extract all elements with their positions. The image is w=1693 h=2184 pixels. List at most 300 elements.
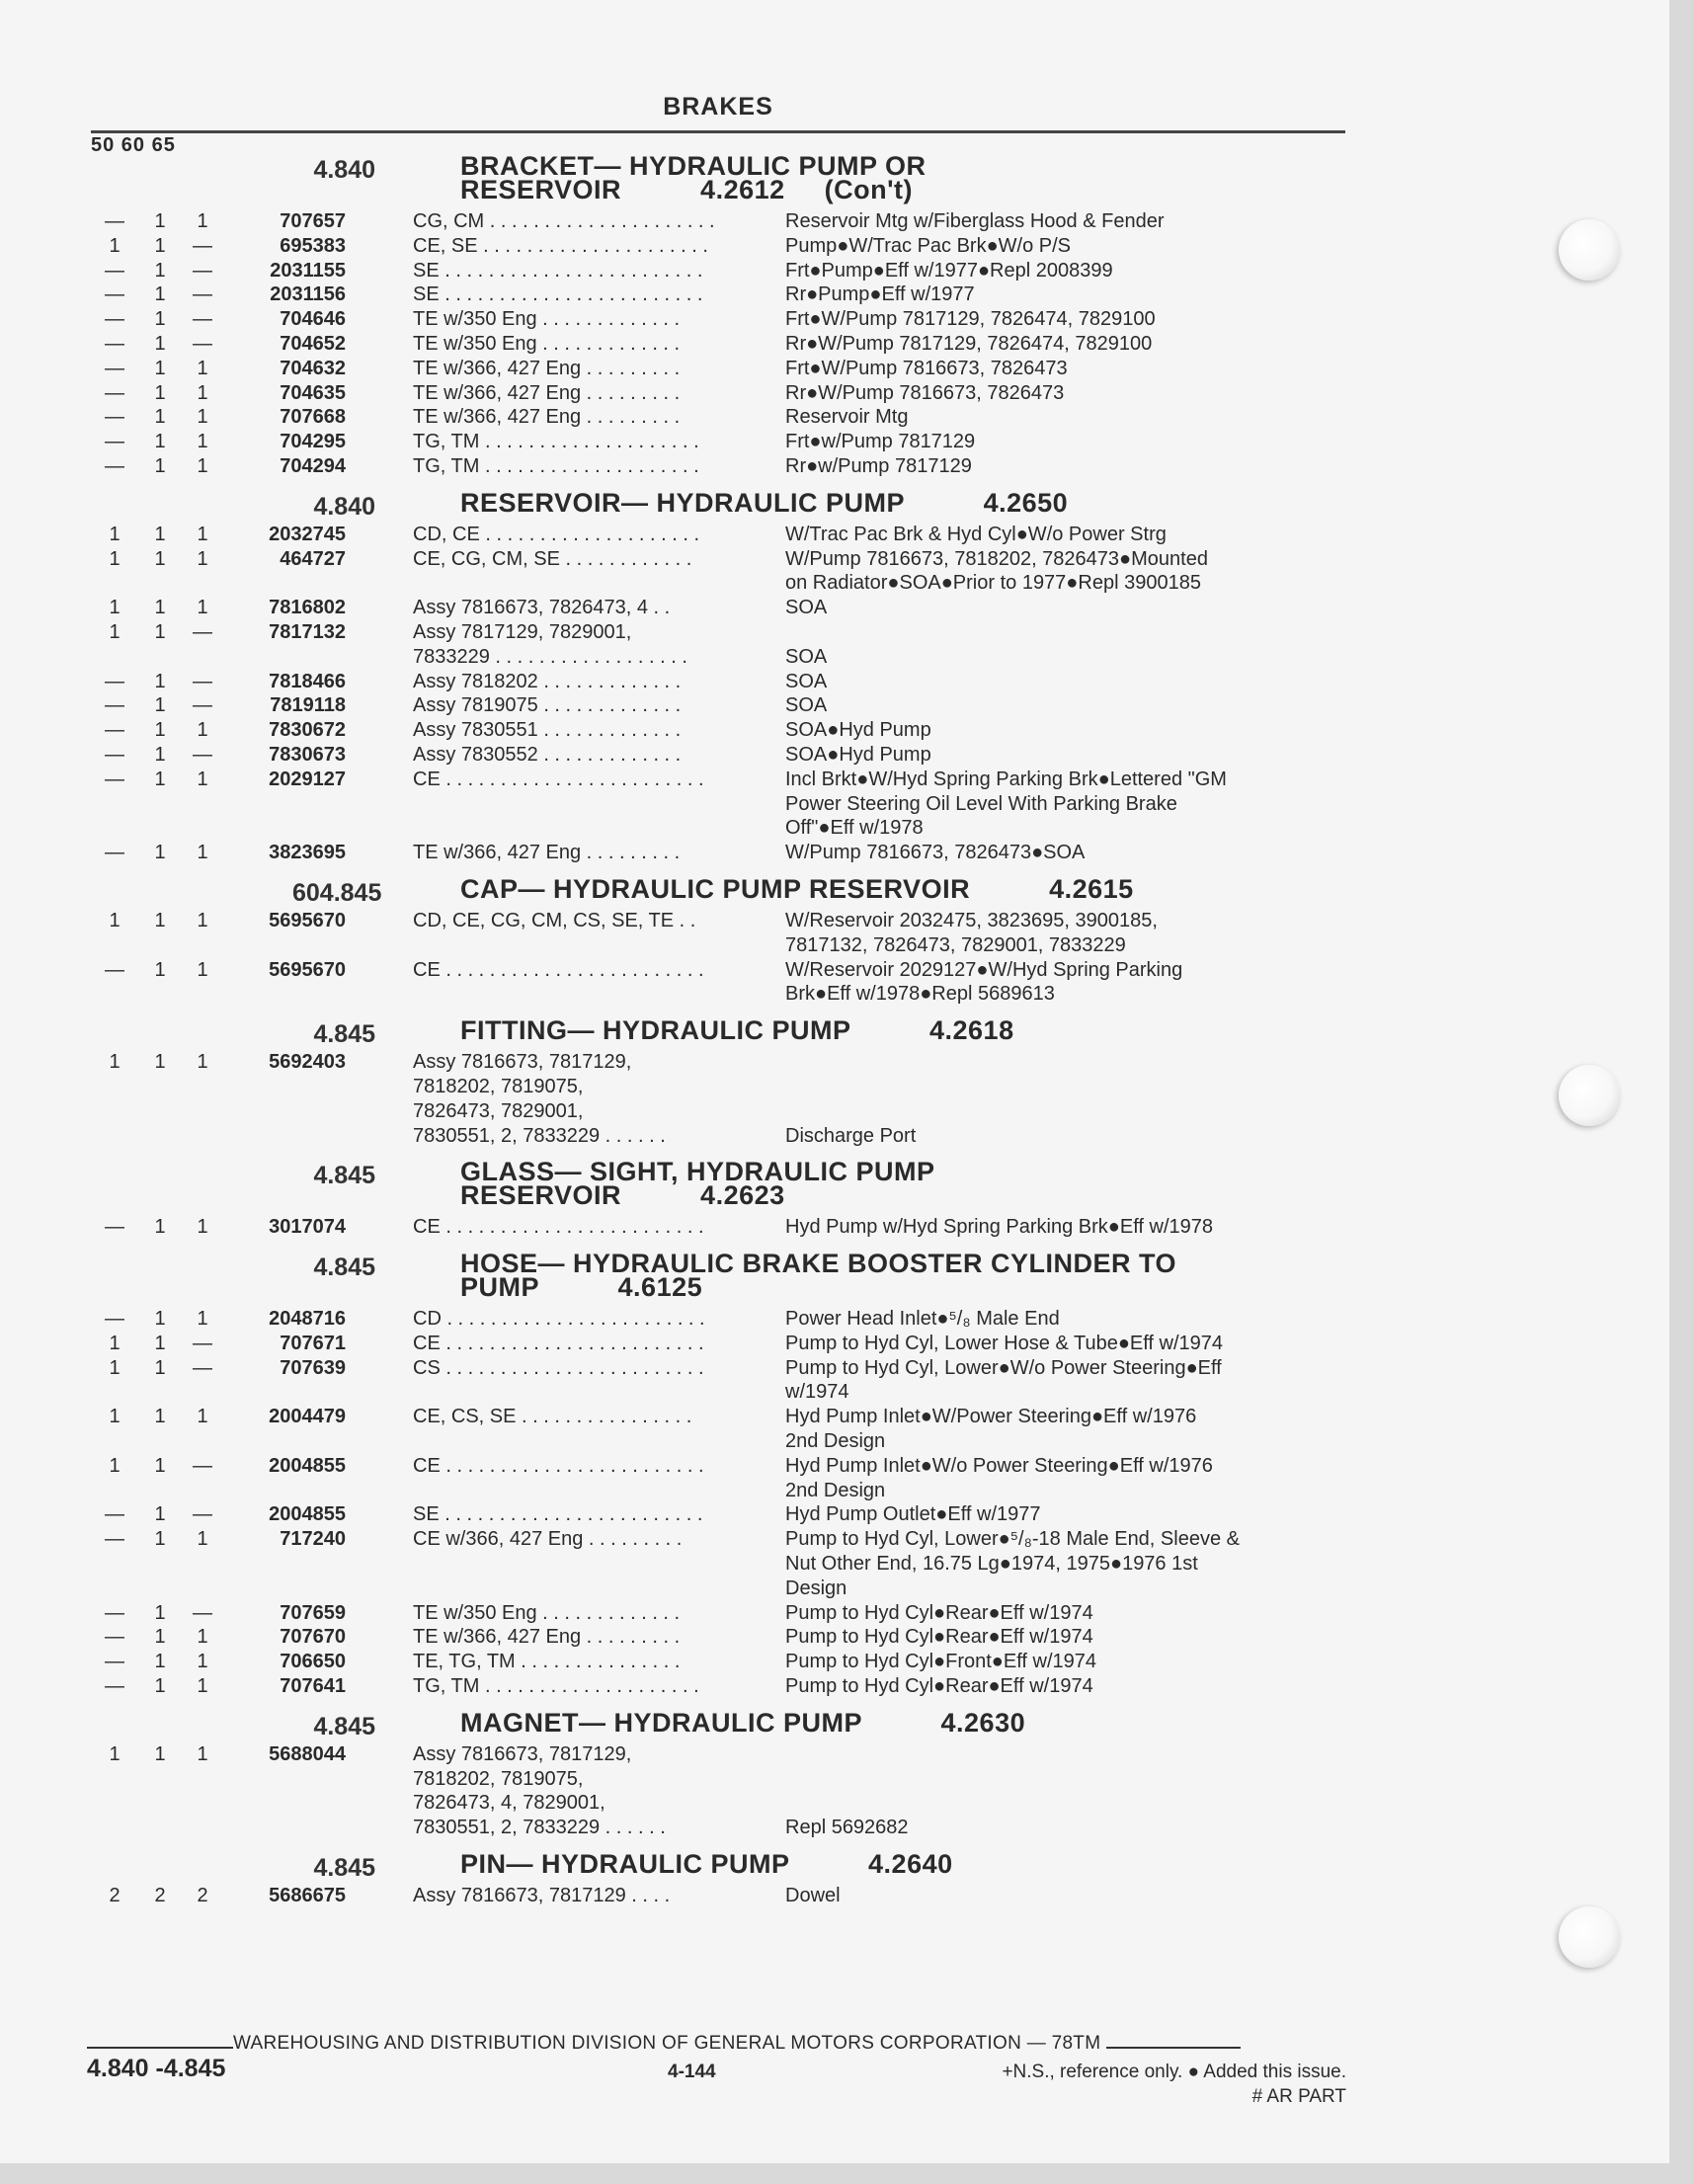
footer-rule-left: [87, 2037, 233, 2049]
part-row: [0, 841, 1383, 865]
part-row: [0, 596, 1383, 620]
part-description: SOA: [785, 645, 828, 668]
catalog-section: [0, 873, 1383, 1007]
part-number: 464727: [280, 547, 346, 570]
part-number: 7830672: [269, 719, 346, 742]
model-usage: CS . . . . . . . . . . . . . . . . . . . . . . . .: [413, 1356, 704, 1379]
part-number: 2048716: [269, 1308, 346, 1331]
part-row: [0, 357, 1383, 381]
part-description: Rr●W/Pump 7817129, 7826474, 7829100: [785, 332, 1153, 355]
part-description: Pump to Hyd Cyl, Lower●⁵/₈-18 Male End, Sleeve & Nut Other End, 16.75 Lg●1974, 1975●1976 1st Design: [785, 1528, 1240, 1599]
part-row: [0, 1601, 1383, 1626]
model-usage: TE w/350 Eng . . . . . . . . . . . . .: [413, 332, 681, 355]
qty-1965: 1: [197, 547, 208, 570]
qty-1960: 1: [154, 743, 166, 766]
qty-1965: —: [193, 332, 212, 355]
part-number: 704635: [280, 381, 346, 404]
section-title-line: FITTING— HYDRAULIC PUMP 4.2618: [460, 1015, 1014, 1046]
part-description: Pump to Hyd Cyl●Rear●Eff w/1974: [785, 1675, 1093, 1698]
qty-1960: 1: [154, 1503, 166, 1526]
model-usage: CE . . . . . . . . . . . . . . . . . . . . . . . .: [413, 1216, 704, 1239]
part-number: 7816802: [269, 597, 346, 619]
qty-1965: —: [193, 1332, 212, 1354]
part-number: 707671: [280, 1332, 346, 1354]
part-description: Hyd Pump Inlet●W/Power Steering●Eff w/1976 2nd Design: [785, 1406, 1197, 1453]
qty-1965: 1: [197, 381, 208, 404]
qty-1965: 1: [197, 406, 208, 429]
part-row: [0, 405, 1383, 430]
part-number: 5688044: [269, 1742, 346, 1765]
qty-1950: 1: [109, 547, 121, 570]
qty-1950: —: [105, 454, 124, 477]
qty-1960: 1: [154, 1742, 166, 1765]
part-row: [0, 1650, 1383, 1674]
model-usage: Assy 7818202 . . . . . . . . . . . . .: [413, 670, 682, 692]
part-row: [0, 743, 1383, 768]
part-number: 3823695: [269, 842, 346, 864]
qty-1960: 1: [154, 620, 166, 643]
qty-1950: —: [105, 719, 124, 742]
model-usage: TE w/366, 427 Eng . . . . . . . . .: [413, 1626, 681, 1649]
qty-1965: 1: [197, 523, 208, 545]
part-description: Rr●w/Pump 7817129: [785, 454, 972, 477]
part-description: W/Pump 7816673, 7818202, 7826473●Mounted on Radiator●SOA●Prior to 1977●Repl 3900185: [785, 547, 1208, 595]
model-usage: TG, TM . . . . . . . . . . . . . . . . . . . .: [413, 1675, 699, 1698]
part-number: 7819118: [270, 694, 346, 717]
section-heading: [0, 1015, 1383, 1050]
qty-1960: 1: [154, 259, 166, 282]
part-description: Frt●Pump●Eff w/1977●Repl 2008399: [785, 259, 1113, 282]
part-row: [0, 259, 1383, 283]
model-usage: Assy 7816673, 7817129, 7818202, 7819075, 7826473, 7829001, 7830551, 2, 7833229 . . . . . .: [413, 1051, 666, 1147]
qty-1960: 1: [154, 357, 166, 379]
part-row: [0, 332, 1383, 357]
section-group-number: 4.845: [313, 1162, 375, 1190]
part-description: Rr●Pump●Eff w/1977: [785, 283, 975, 306]
model-usage: SE . . . . . . . . . . . . . . . . . . . . . . . .: [413, 1503, 703, 1526]
part-number: 5692403: [269, 1051, 346, 1074]
qty-1960: 1: [154, 234, 166, 257]
qty-1950: 1: [109, 620, 121, 643]
qty-1965: —: [193, 1454, 212, 1477]
parts-listing: [0, 151, 1383, 1908]
part-number: 2004855: [269, 1503, 346, 1526]
section-heading: [0, 487, 1383, 523]
qty-1965: 1: [197, 1216, 208, 1239]
page-header: [91, 91, 1345, 133]
section-group-number: 604.845: [292, 878, 382, 907]
catalog-section: [0, 487, 1383, 865]
part-row: [0, 1884, 1383, 1908]
qty-1950: —: [105, 1675, 124, 1698]
qty-1950: 1: [109, 1051, 121, 1074]
part-number: 707668: [280, 406, 346, 429]
part-number: 5695670: [269, 909, 346, 931]
model-usage: Assy 7830552 . . . . . . . . . . . . .: [413, 743, 682, 766]
model-usage: CE, CG, CM, SE . . . . . . . . . . . .: [413, 547, 692, 570]
part-description: Frt●W/Pump 7817129, 7826474, 7829100: [785, 308, 1156, 331]
part-row: [0, 234, 1383, 259]
qty-1950: —: [105, 842, 124, 864]
footer-division: WAREHOUSING AND DISTRIBUTION DIVISION OF GENERAL MOTORS CORPORATION — 78TM: [233, 2033, 1101, 2054]
section-heading: [0, 1157, 1383, 1215]
section-group-number: 4.840: [313, 156, 375, 184]
part-number: 707641: [280, 1675, 346, 1698]
qty-1960: 1: [154, 670, 166, 692]
part-number: 704295: [280, 431, 346, 453]
part-description: Pump to Hyd Cyl●Rear●Eff w/1974: [785, 1601, 1093, 1624]
part-description: Reservoir Mtg w/Fiberglass Hood & Fender: [785, 210, 1165, 232]
qty-1965: 1: [197, 768, 208, 790]
catalog-section: [0, 1157, 1383, 1240]
qty-1965: —: [193, 694, 212, 717]
qty-1960: 1: [154, 1651, 166, 1673]
part-number: 2004479: [269, 1406, 346, 1428]
qty-1965: —: [193, 259, 212, 282]
qty-1965: —: [193, 1356, 212, 1379]
qty-1960: 1: [154, 842, 166, 864]
part-row: [0, 307, 1383, 332]
part-number: 717240: [280, 1528, 346, 1551]
part-description: SOA●Hyd Pump: [785, 719, 931, 742]
qty-1965: —: [193, 1601, 212, 1624]
model-usage: TE w/366, 427 Eng . . . . . . . . .: [413, 406, 681, 429]
part-description: Pump●W/Trac Pac Brk●W/o P/S: [785, 234, 1072, 257]
qty-1960: 1: [154, 1356, 166, 1379]
part-description: W/Trac Pac Brk & Hyd Cyl●W/o Power Strg: [785, 523, 1167, 545]
part-number: 2032745: [269, 523, 346, 545]
part-row: [0, 1625, 1383, 1650]
model-usage: SE . . . . . . . . . . . . . . . . . . . . . . . .: [413, 283, 703, 306]
qty-1965: —: [193, 670, 212, 692]
part-description: W/Reservoir 2029127●W/Hyd Spring Parking Brk●Eff w/1978●Repl 5689613: [785, 958, 1183, 1006]
section-title-line: HOSE— HYDRAULIC BRAKE BOOSTER CYLINDER TO: [460, 1249, 1177, 1279]
model-usage: Assy 7816673, 7817129, 7818202, 7819075, 7826473, 4, 7829001, 7830551, 2, 7833229 . . . . . .: [413, 1742, 666, 1839]
part-row: [0, 430, 1383, 454]
section-heading: [0, 873, 1383, 909]
part-row: [0, 670, 1383, 694]
qty-1960: 1: [154, 768, 166, 790]
model-usage: CE w/366, 427 Eng . . . . . . . . .: [413, 1528, 683, 1551]
part-number: 2004855: [269, 1454, 346, 1477]
part-description: Hyd Pump w/Hyd Spring Parking Brk●Eff w/1978: [785, 1216, 1214, 1239]
section-title-line: PUMP 4.6125: [460, 1272, 703, 1303]
qty-1950: —: [105, 406, 124, 429]
qty-1960: 1: [154, 1051, 166, 1074]
model-usage: Assy 7816673, 7826473, 4 . .: [413, 597, 671, 619]
qty-1960: 1: [154, 1601, 166, 1624]
qty-1950: 1: [109, 909, 121, 931]
part-row: [0, 454, 1383, 479]
part-row: [0, 1527, 1383, 1600]
qty-1950: —: [105, 743, 124, 766]
qty-1960: 1: [154, 210, 166, 232]
qty-1960: 1: [154, 523, 166, 545]
qty-1950: —: [105, 332, 124, 355]
qty-1965: 1: [197, 909, 208, 931]
model-usage: Assy 7816673, 7817129 . . . .: [413, 1885, 671, 1907]
part-row: [0, 1502, 1383, 1527]
part-row: [0, 1742, 1383, 1840]
section-title-line: PIN— HYDRAULIC PUMP 4.2640: [460, 1849, 953, 1880]
section-group-number: 4.845: [313, 1254, 375, 1282]
part-row: [0, 283, 1383, 307]
catalog-section: [0, 1707, 1383, 1840]
part-description: SOA: [785, 670, 828, 692]
section-title-line: GLASS— SIGHT, HYDRAULIC PUMP: [460, 1157, 935, 1187]
part-description: Frt●W/Pump 7816673, 7826473: [785, 357, 1068, 379]
part-row: [0, 1215, 1383, 1240]
qty-1965: —: [193, 743, 212, 766]
section-heading: [0, 1249, 1383, 1307]
part-description: Pump to Hyd Cyl, Lower●W/o Power Steering●Eff w/1974: [785, 1356, 1222, 1404]
qty-1950: —: [105, 308, 124, 331]
qty-1965: 1: [197, 958, 208, 981]
qty-1965: 1: [197, 454, 208, 477]
part-row: [0, 1307, 1383, 1332]
part-row: [0, 381, 1383, 406]
catalog-section: [0, 1849, 1383, 1908]
qty-1965: 1: [197, 210, 208, 232]
part-description: Power Head Inlet●⁵/₈ Male End: [785, 1308, 1060, 1331]
part-row: [0, 1454, 1383, 1503]
section-title-line: BRACKET— HYDRAULIC PUMP OR: [460, 151, 927, 181]
qty-1950: —: [105, 283, 124, 306]
qty-1960: 1: [154, 431, 166, 453]
part-number: 3017074: [269, 1216, 346, 1239]
qty-1950: —: [105, 958, 124, 981]
qty-1950: 1: [109, 1742, 121, 1765]
qty-1965: —: [193, 620, 212, 643]
model-usage: CD, CE . . . . . . . . . . . . . . . . . . . .: [413, 523, 700, 545]
qty-1965: 1: [197, 1742, 208, 1765]
qty-1960: 1: [154, 381, 166, 404]
part-row: [0, 693, 1383, 718]
part-number: 707659: [280, 1601, 346, 1624]
part-number: 7817132: [269, 620, 346, 643]
qty-1950: —: [105, 1216, 124, 1239]
section-title-line: CAP— HYDRAULIC PUMP RESERVOIR 4.2615: [460, 873, 1134, 904]
qty-1960: 1: [154, 1528, 166, 1551]
qty-1950: —: [105, 431, 124, 453]
qty-1950: 1: [109, 523, 121, 545]
model-usage: CG, CM . . . . . . . . . . . . . . . . . . . . .: [413, 210, 715, 232]
qty-1965: —: [193, 234, 212, 257]
model-usage: CE, CS, SE . . . . . . . . . . . . . . . .: [413, 1406, 692, 1428]
qty-1960: 1: [154, 719, 166, 742]
model-usage: TE w/350 Eng . . . . . . . . . . . . .: [413, 308, 681, 331]
section-title-line: MAGNET— HYDRAULIC PUMP 4.2630: [460, 1707, 1026, 1738]
qty-1965: 1: [197, 431, 208, 453]
qty-1950: 1: [109, 1454, 121, 1477]
qty-1950: —: [105, 1308, 124, 1331]
qty-1960: 1: [154, 283, 166, 306]
qty-1960: 1: [154, 1216, 166, 1239]
model-usage: CD . . . . . . . . . . . . . . . . . . . . . . . .: [413, 1308, 705, 1331]
section-group-number: 4.845: [313, 1020, 375, 1049]
footer-legend-note: +N.S., reference only. ● Added this issue.: [1002, 2062, 1346, 2082]
qty-1950: —: [105, 1528, 124, 1551]
part-row: [0, 1674, 1383, 1699]
part-row: [0, 1405, 1383, 1454]
qty-1960: 1: [154, 958, 166, 981]
model-usage: TE w/350 Eng . . . . . . . . . . . . .: [413, 1601, 681, 1624]
qty-1950: —: [105, 1626, 124, 1649]
qty-1950: —: [105, 1601, 124, 1624]
section-heading: [0, 1849, 1383, 1884]
qty-1950: —: [105, 1651, 124, 1673]
qty-1965: 1: [197, 1308, 208, 1331]
model-usage: SE . . . . . . . . . . . . . . . . . . . . . . . .: [413, 259, 703, 282]
part-row: [0, 1332, 1383, 1356]
part-row: [0, 768, 1383, 841]
qty-1960: 1: [154, 909, 166, 931]
part-number: 2031156: [270, 283, 346, 306]
part-description: Discharge Port: [785, 1124, 917, 1147]
model-usage: CE . . . . . . . . . . . . . . . . . . . . . . . .: [413, 768, 704, 790]
quantity-column-heads: 50 60 65: [91, 134, 176, 156]
section-title-line: RESERVOIR 4.2612 (Con't): [460, 175, 914, 204]
part-row: [0, 523, 1383, 547]
model-usage: CE . . . . . . . . . . . . . . . . . . . . . . . .: [413, 958, 704, 981]
part-number: 707670: [280, 1626, 346, 1649]
qty-1965: 2: [197, 1885, 208, 1907]
footer-group-range: 4.840 -4.845: [87, 2055, 226, 2082]
part-row: [0, 958, 1383, 1008]
qty-1950: —: [105, 694, 124, 717]
model-usage: CE . . . . . . . . . . . . . . . . . . . . . . . .: [413, 1332, 704, 1354]
model-usage: CD, CE, CG, CM, CS, SE, TE . .: [413, 909, 696, 931]
part-description: Hyd Pump Inlet●W/o Power Steering●Eff w/1976 2nd Design: [785, 1454, 1213, 1501]
footer-division-line: [87, 2033, 1241, 2055]
part-description: SOA: [785, 597, 828, 619]
qty-1960: 1: [154, 597, 166, 619]
catalog-section: [0, 1249, 1383, 1699]
page-title: BRAKES: [663, 93, 773, 121]
model-usage: CE, SE . . . . . . . . . . . . . . . . . . . . .: [413, 234, 708, 257]
model-usage: Assy 7819075 . . . . . . . . . . . . .: [413, 694, 682, 717]
part-row: [0, 547, 1383, 597]
qty-1950: 1: [109, 597, 121, 619]
qty-1950: —: [105, 259, 124, 282]
section-group-number: 4.845: [313, 1854, 375, 1883]
part-description: Rr●W/Pump 7816673, 7826473: [785, 381, 1065, 404]
binder-hole-middle: [1559, 1065, 1620, 1126]
qty-1960: 1: [154, 547, 166, 570]
qty-1965: 1: [197, 1406, 208, 1428]
qty-1950: —: [105, 1503, 124, 1526]
qty-1960: 1: [154, 1332, 166, 1354]
section-heading: [0, 1707, 1383, 1742]
part-description: Incl Brkt●W/Hyd Spring Parking Brk●Lettered "GM Power Steering Oil Level With Parking Brake Off"●Eff w/1978: [785, 768, 1227, 840]
part-number: 695383: [280, 234, 346, 257]
part-row: [0, 620, 1383, 670]
part-number: 704632: [280, 357, 346, 379]
part-description: SOA: [785, 694, 828, 717]
qty-1965: 1: [197, 1051, 208, 1074]
qty-1950: —: [105, 670, 124, 692]
part-row: [0, 1356, 1383, 1406]
section-title-line: RESERVOIR— HYDRAULIC PUMP 4.2650: [460, 487, 1069, 518]
qty-1950: —: [105, 768, 124, 790]
qty-1960: 1: [154, 454, 166, 477]
part-description: W/Pump 7816673, 7826473●SOA: [785, 842, 1086, 864]
qty-1965: 1: [197, 1528, 208, 1551]
qty-1965: —: [193, 1503, 212, 1526]
model-usage: CE . . . . . . . . . . . . . . . . . . . . . . . .: [413, 1454, 704, 1477]
qty-1950: 1: [109, 1356, 121, 1379]
model-usage: TG, TM . . . . . . . . . . . . . . . . . . . .: [413, 431, 699, 453]
qty-1965: 1: [197, 1651, 208, 1673]
model-usage: TE, TG, TM . . . . . . . . . . . . . . .: [413, 1651, 681, 1673]
binder-hole-bottom: [1559, 1906, 1620, 1968]
model-usage: Assy 7830551 . . . . . . . . . . . . .: [413, 719, 682, 742]
qty-1960: 1: [154, 332, 166, 355]
qty-1950: 2: [109, 1885, 121, 1907]
part-description: SOA●Hyd Pump: [785, 743, 931, 766]
footer-rule-right: [1106, 2037, 1241, 2049]
part-number: 2029127: [269, 768, 346, 790]
model-usage: TG, TM . . . . . . . . . . . . . . . . . . . .: [413, 454, 699, 477]
catalog-section: [0, 151, 1383, 479]
qty-1960: 1: [154, 694, 166, 717]
qty-1950: —: [105, 357, 124, 379]
qty-1950: 1: [109, 234, 121, 257]
section-group-number: 4.840: [313, 492, 375, 521]
section-heading: [0, 151, 1383, 209]
part-number: 706650: [280, 1651, 346, 1673]
part-row: [0, 209, 1383, 234]
part-row: [0, 1050, 1383, 1148]
footer-page-number: 4-144: [668, 2062, 716, 2082]
part-number: 707657: [280, 210, 346, 232]
part-description: Reservoir Mtg: [785, 406, 909, 429]
catalog-section: [0, 1015, 1383, 1148]
part-description: Dowel: [785, 1885, 841, 1907]
qty-1960: 2: [154, 1885, 166, 1907]
qty-1960: 1: [154, 308, 166, 331]
part-number: 7830673: [269, 743, 346, 766]
qty-1965: 1: [197, 357, 208, 379]
part-description: Pump to Hyd Cyl, Lower Hose & Tube●Eff w/1974: [785, 1332, 1224, 1354]
part-number: 704646: [280, 308, 346, 331]
model-usage: TE w/366, 427 Eng . . . . . . . . .: [413, 381, 681, 404]
qty-1965: 1: [197, 842, 208, 864]
qty-1965: 1: [197, 719, 208, 742]
part-number: 2031155: [270, 259, 346, 282]
qty-1960: 1: [154, 1308, 166, 1331]
part-description: Pump to Hyd Cyl●Front●Eff w/1974: [785, 1651, 1097, 1673]
qty-1950: —: [105, 381, 124, 404]
part-description: W/Reservoir 2032475, 3823695, 3900185, 7817132, 7826473, 7829001, 7833229: [785, 909, 1158, 956]
qty-1960: 1: [154, 1626, 166, 1649]
part-row: [0, 718, 1383, 743]
qty-1950: —: [105, 210, 124, 232]
qty-1950: 1: [109, 1406, 121, 1428]
qty-1960: 1: [154, 1406, 166, 1428]
qty-1965: —: [193, 283, 212, 306]
part-row: [0, 909, 1383, 958]
part-number: 704294: [280, 454, 346, 477]
part-description: Frt●w/Pump 7817129: [785, 431, 976, 453]
part-number: 5695670: [269, 958, 346, 981]
part-description: Hyd Pump Outlet●Eff w/1977: [785, 1503, 1041, 1526]
part-number: 707639: [280, 1356, 346, 1379]
qty-1960: 1: [154, 1675, 166, 1698]
qty-1965: 1: [197, 597, 208, 619]
part-number: 704652: [280, 332, 346, 355]
part-description: Repl 5692682: [785, 1817, 909, 1839]
